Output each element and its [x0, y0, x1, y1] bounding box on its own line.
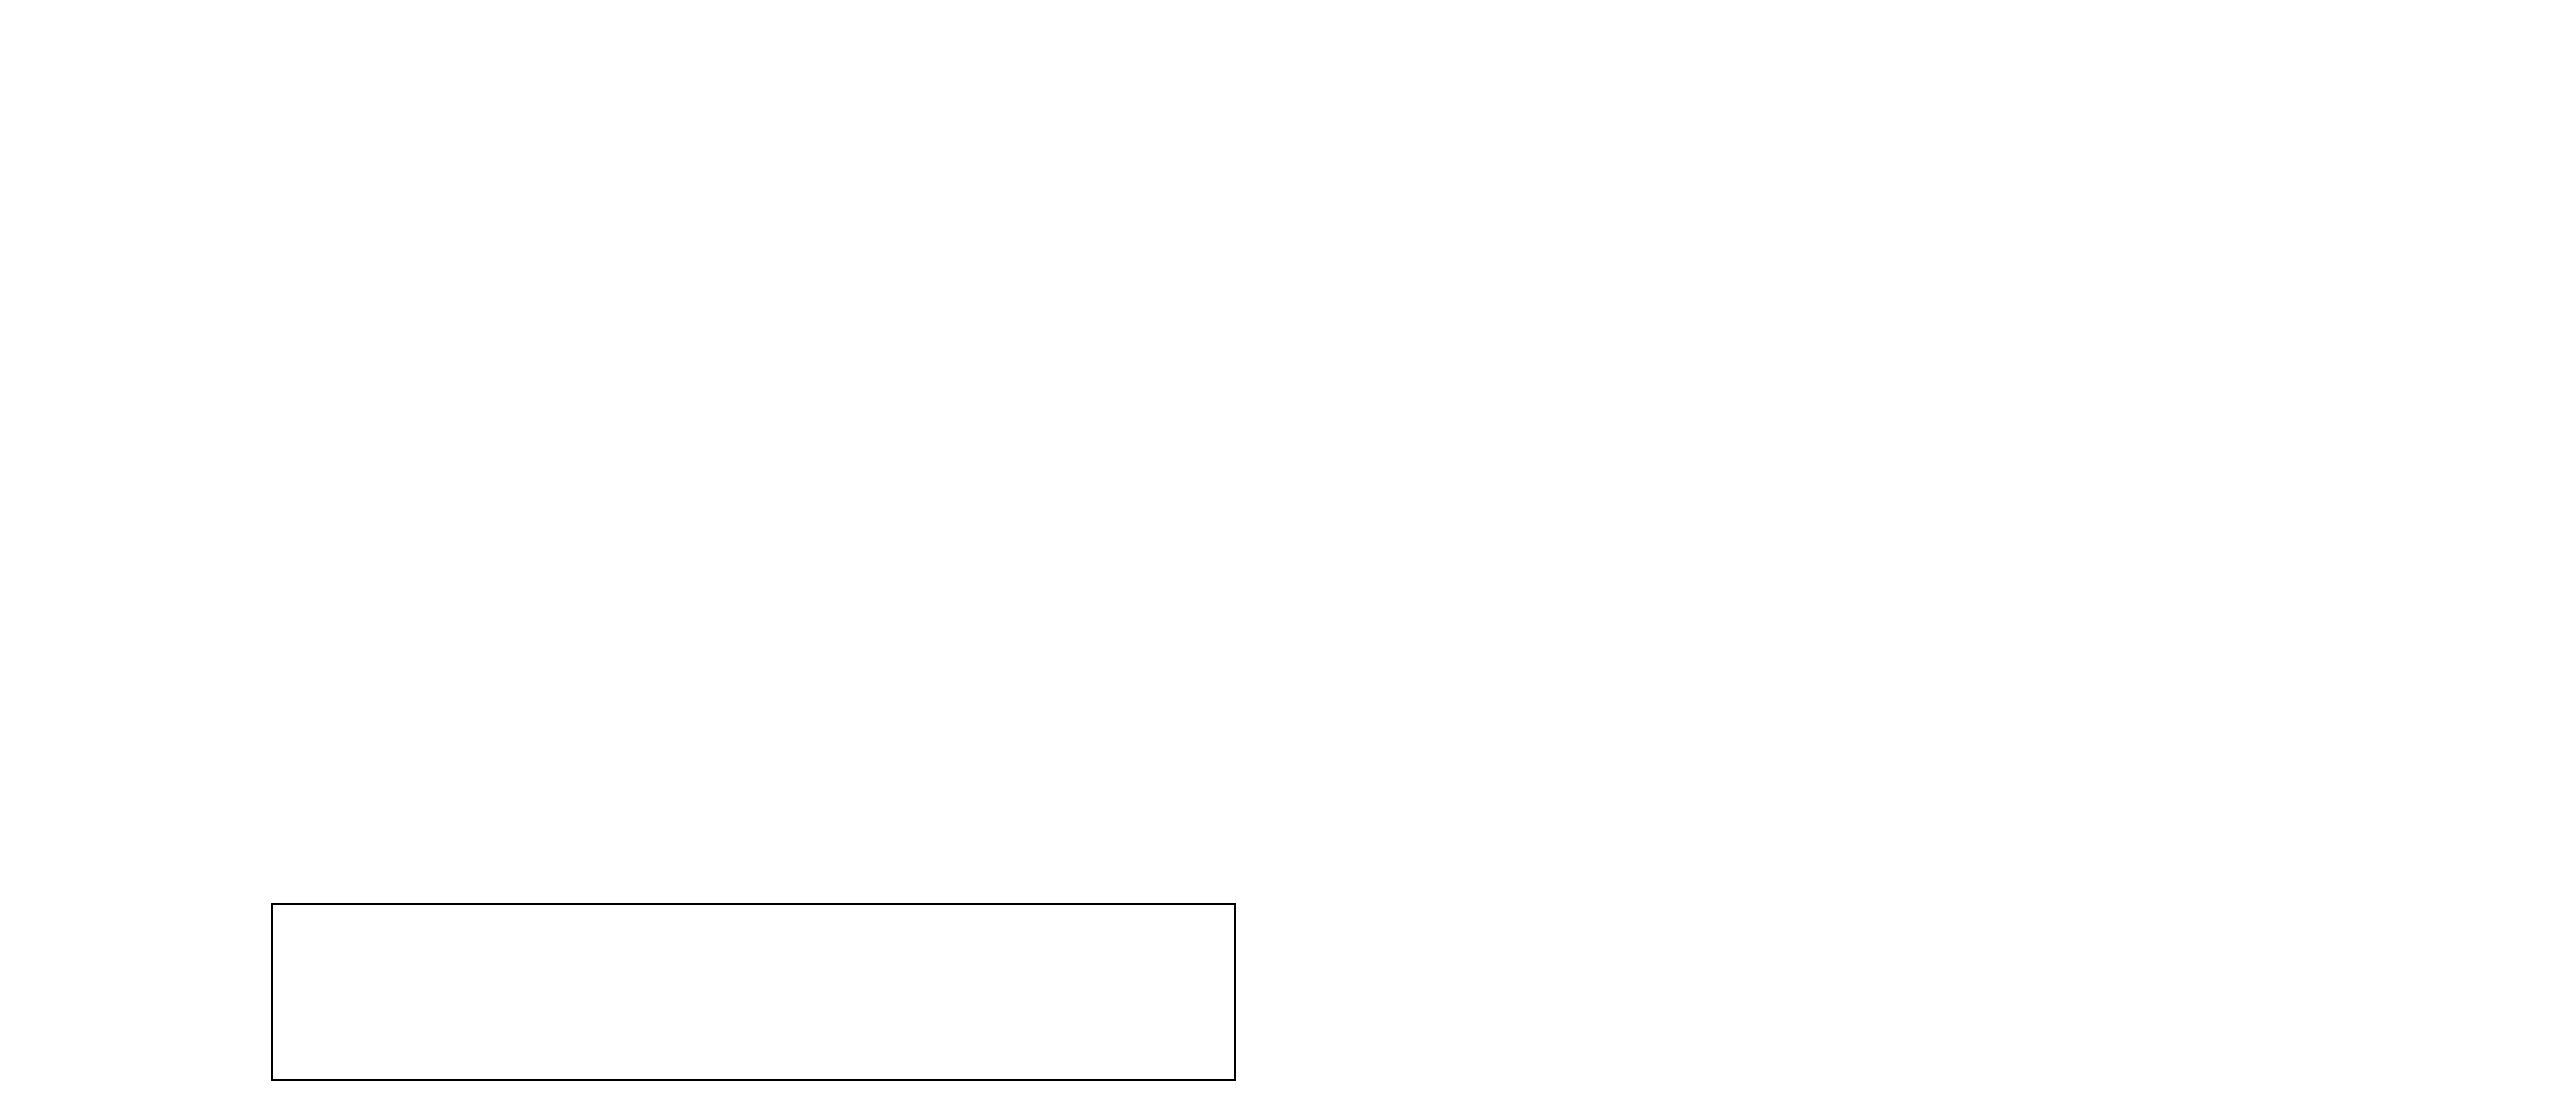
legend-box [271, 903, 1236, 1081]
